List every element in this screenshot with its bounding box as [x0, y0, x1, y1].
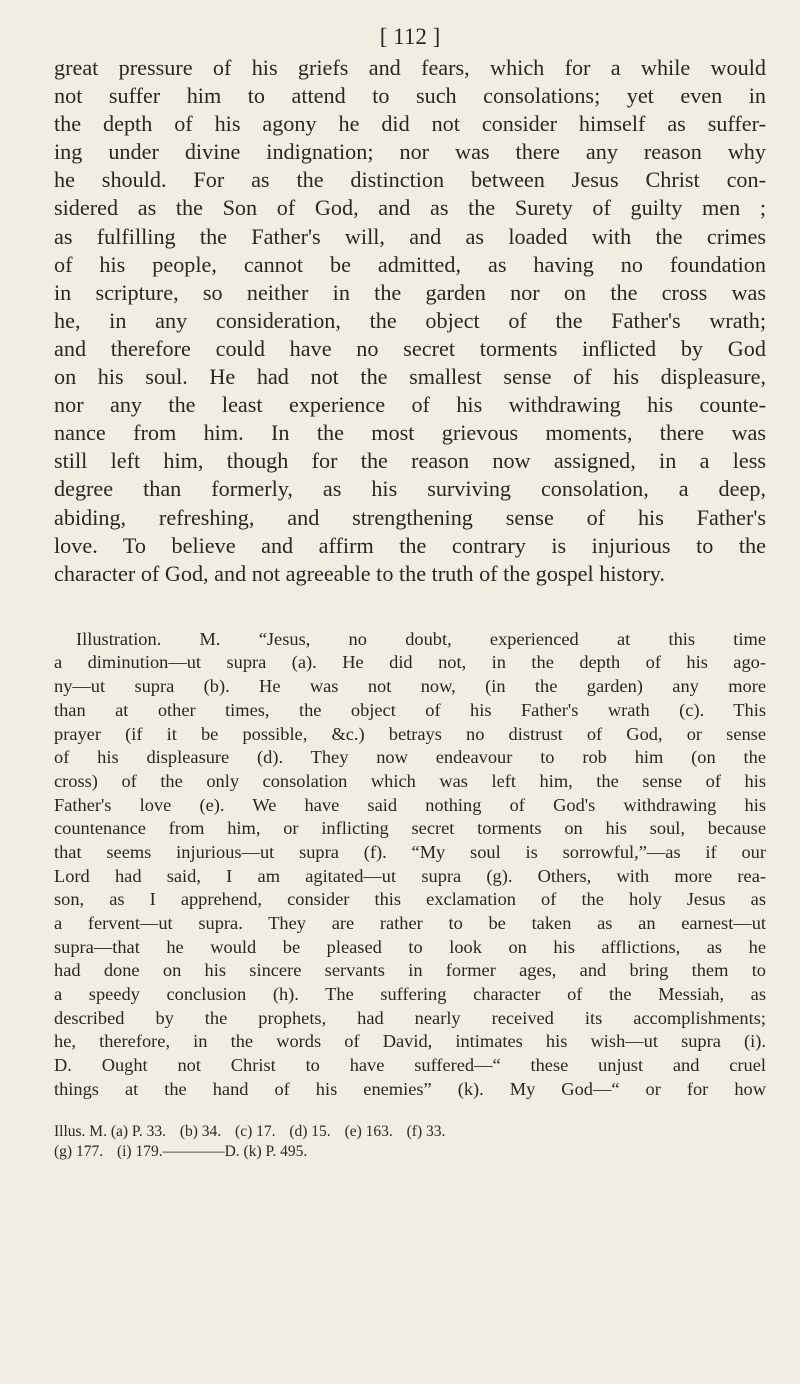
text-line: great pressure of his griefs and fears, which for a while would: [54, 55, 766, 80]
footnote-ref: (b) 34.: [179, 1122, 222, 1140]
footnote-ref: (g) 177.: [54, 1142, 104, 1160]
footnote-ref: (i) 179.————D. (k) P. 495.: [116, 1142, 308, 1160]
text-line: sidered as the Son of God, and as the Surety of guilty men ;: [54, 195, 766, 221]
illustration-line: a diminution—ut supra (a). He did not, in the depth of his ago-: [54, 652, 766, 673]
illustration-section: [54, 628, 766, 1102]
text-line: abiding, refreshing, and strengthening sense of his Father's: [54, 504, 766, 530]
book-page: [54, 22, 766, 1162]
text-line: of his people, cannot be admitted, as having no foundation: [54, 251, 766, 277]
illustration-line: D. Ought not Christ to have suffered—“ these unjust and cruel: [54, 1055, 766, 1076]
text-line: as fulfilling the Father's will, and as loaded with the crimes: [54, 223, 766, 249]
illustration-line: he, therefore, in the words of David, intimates his wish—ut supra (i).: [54, 1031, 766, 1052]
text-line: still left him, though for the reason now assigned, in a less: [54, 448, 766, 474]
footnote-ref: (e) 163.: [344, 1122, 393, 1140]
illustration-line: than at other times, the object of his Father's wrath (c). This: [54, 699, 766, 720]
main-text: [54, 54, 766, 588]
footnote-ref: (f) 33.: [406, 1122, 446, 1140]
footnote-line: [54, 1122, 766, 1142]
illustration-line: had done on his sincere servants in former ages, and bring them to: [54, 960, 766, 981]
footnotes: [54, 1122, 766, 1162]
illustration-line: supra—that he would be pleased to look on his afflictions, as he: [54, 936, 766, 957]
illustration-line: Lord had said, I am agitated—ut supra (g). Others, with more rea-: [54, 865, 766, 886]
illustration-line: countenance from him, or inflicting secret torments on his soul, because: [54, 818, 766, 839]
illustration-line: Illustration. M. “Jesus, no doubt, experienced at this time: [76, 628, 766, 649]
illustration-line: a fervent—ut supra. They are rather to be taken as an earnest—ut: [54, 913, 766, 934]
text-line: ing under divine indignation; nor was there any reason why: [54, 139, 766, 165]
illustration-line: that seems injurious—ut supra (f). “My soul is sorrowful,”—as if our: [54, 841, 766, 862]
text-line: in scripture, so neither in the garden nor on the cross was: [54, 279, 766, 305]
illustration-line: son, as I apprehend, consider this exclamation of the holy Jesus as: [54, 889, 766, 910]
footnote-ref: (d) 15.: [289, 1122, 331, 1140]
text-line: the depth of his agony he did not consider himself as suffer-: [54, 111, 766, 137]
footnote-ref: Illus. M. (a) P. 33.: [54, 1122, 166, 1140]
illustration-line: of his displeasure (d). They now endeavour to rob him (on the: [54, 747, 766, 768]
illustration-line: ny—ut supra (b). He was not now, (in the garden) any more: [54, 676, 766, 697]
illustration-line: described by the prophets, had nearly received its accomplishments;: [54, 1007, 766, 1028]
text-line: he should. For as the distinction between Jesus Christ con-: [54, 167, 766, 193]
page-number: [ 112 ]: [379, 24, 441, 49]
text-line: on his soul. He had not the smallest sense of his displeasure,: [54, 364, 766, 390]
text-line: character of God, and not agreeable to the truth of the gospel history.: [54, 560, 665, 586]
footnote-line: [54, 1142, 766, 1162]
illustration-line: prayer (if it be possible, &c.) betrays no distrust of God, or sense: [54, 723, 766, 744]
text-line: and therefore could have no secret torments inflicted by God: [54, 335, 766, 361]
footnote-ref: (c) 17.: [235, 1122, 276, 1140]
text-line: nance from him. In the most grievous moments, there was: [54, 420, 766, 446]
text-line: love. To believe and affirm the contrary is injurious to the: [54, 532, 766, 558]
illustration-line: things at the hand of his enemies” (k). My God—“ or for how: [54, 1078, 766, 1099]
text-line: he, in any consideration, the object of the Father's wrath;: [54, 307, 766, 333]
text-line: degree than formerly, as his surviving consolation, a deep,: [54, 476, 766, 502]
illustration-line: cross) of the only consolation which was left him, the sense of his: [54, 770, 766, 791]
illustration-line: Father's love (e). We have said nothing of God's withdrawing his: [54, 794, 766, 815]
text-line: nor any the least experience of his withdrawing his counte-: [54, 392, 766, 418]
illustration-line: a speedy conclusion (h). The suffering character of the Messiah, as: [54, 984, 766, 1005]
text-line: not suffer him to attend to such consolations; yet even in: [54, 83, 766, 109]
